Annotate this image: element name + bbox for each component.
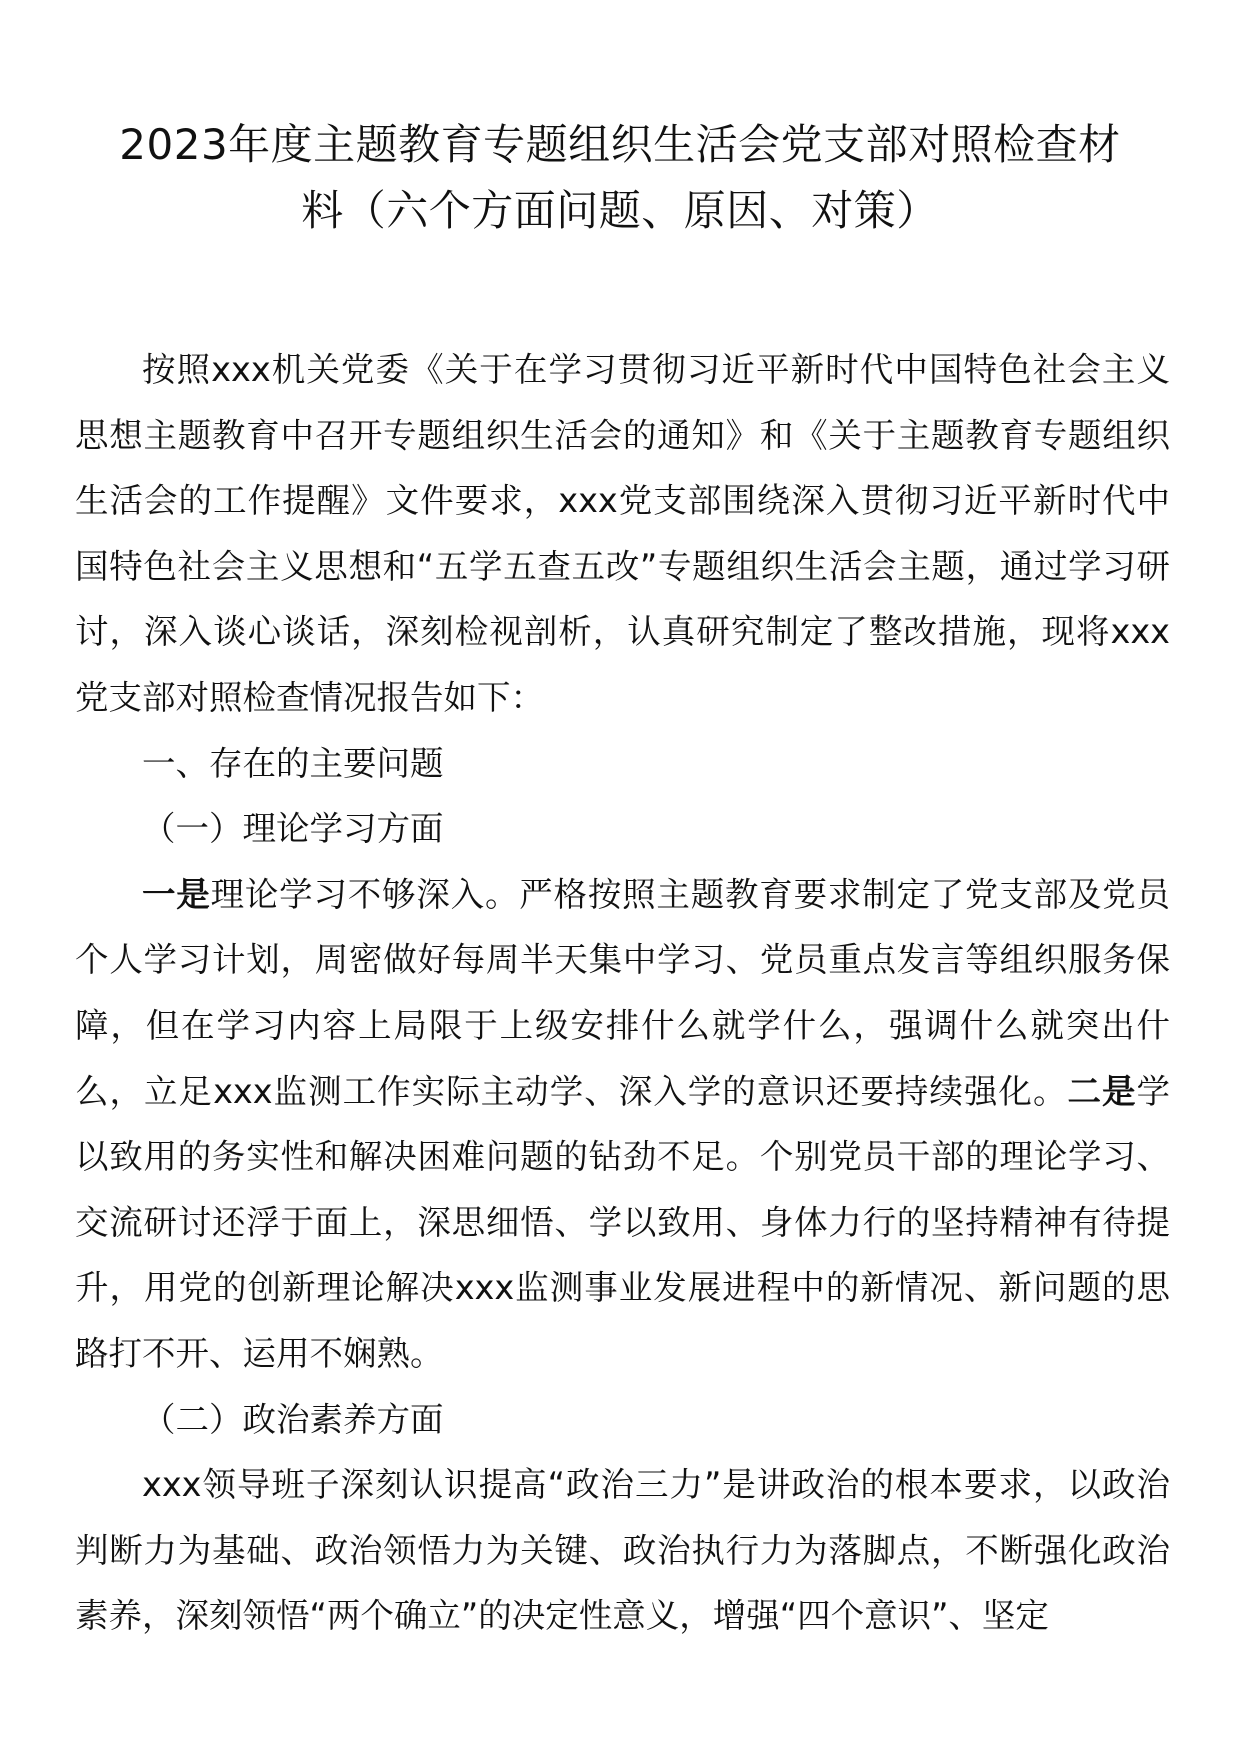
- intro-paragraph: 按照xxx机关党委《关于在学习贯彻习近平新时代中国特色社会主义思想主题教育中召开专题组织生活会的通知》和《关于主题教育专题组织生活会的工作提醒》文件要求，xxx党支部围绕深入贯彻习近平新时代中国特色社会主义思想和“五学五查五改”专题组织生活会主题，通过学习研讨，深入谈心谈话，深刻检视剖析，认真研究制定了整改措施，现将xxx党支部对照检查情况报告如下：: [75, 350, 1170, 717]
- point-two-lead: 二是: [1067, 1071, 1137, 1111]
- title-line-1: 2023年度主题教育专题组织生活会党支部对照检查材: [119, 120, 1121, 169]
- theory-study-paragraph: [75, 862, 1170, 1387]
- political-quality-paragraph: xxx领导班子深刻认识提高“政治三力”是讲政治的根本要求，以政治判断力为基础、政治领悟力为关键、政治执行力为落脚点，不断强化政治素养，深刻领悟“两个确立”的决定性意义，增强“四个意识”、坚定: [75, 1465, 1170, 1636]
- point-one-text: 理论学习不够深入。严格按照主题教育要求制定了党支部及党员个人学习计划，周密做好每周半天集中学习、党员重点发言等组织服务保障，但在学习内容上局限于上级安排什么就学什么，强调什么就突出什么，立足xxx监测工作实际主动学、深入学的意识还要持续强化。: [75, 874, 1171, 1111]
- subsection-heading-political-quality: （二）政治素养方面: [142, 1399, 444, 1439]
- title-line-2: 料（六个方面问题、原因、对策）: [301, 186, 939, 235]
- point-two-text: 学以致用的务实性和解决困难问题的钻劲不足。个别党员干部的理论学习、交流研讨还浮于面上，深思细悟、学以致用、身体力行的坚持精神有待提升，用党的创新理论解决xxx监测事业发展进程中的新情况、新问题的思路打不开、运用不娴熟。: [75, 1071, 1171, 1373]
- document-body: [75, 337, 1170, 1649]
- document-title: [70, 112, 1170, 244]
- subsection-heading-theory-study: （一）理论学习方面: [142, 809, 444, 849]
- section-heading-main-problems: 一、存在的主要问题: [142, 743, 444, 783]
- point-one-lead: 一是: [142, 874, 211, 914]
